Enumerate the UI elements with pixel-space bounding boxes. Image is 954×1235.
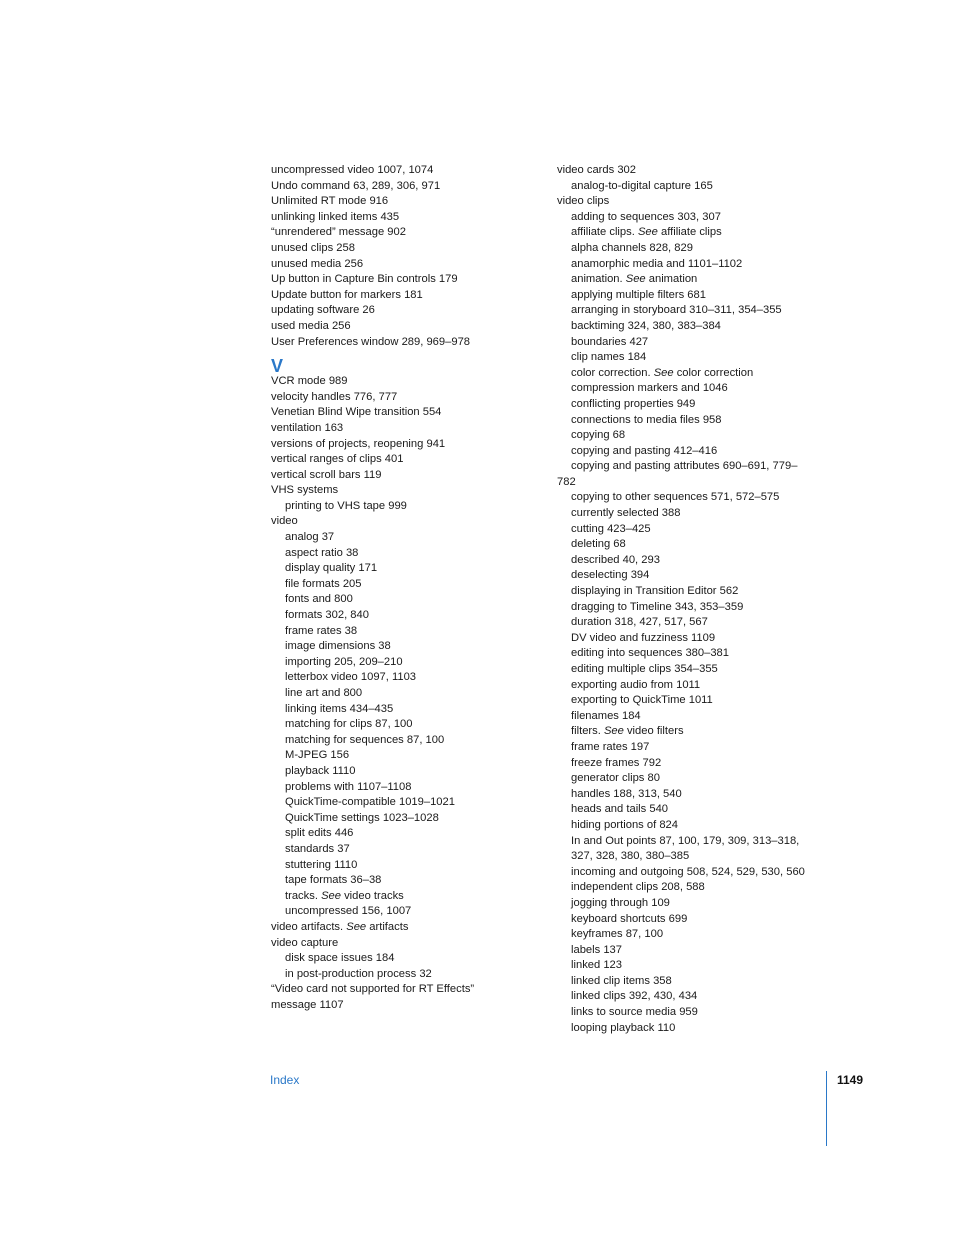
index-subentry: DV video and fuzziness 1109 <box>571 631 716 644</box>
index-subentry: hiding portions of 824 <box>571 818 678 831</box>
index-subentry: problems with 1107–1108 <box>285 780 412 793</box>
index-entry: unlinking linked items 435 <box>271 210 400 223</box>
see-reference: See <box>346 920 367 933</box>
index-subentry: connections to media files 958 <box>571 413 722 426</box>
index-entry: updating software 26 <box>271 304 375 317</box>
index-subentry: analog 37 <box>285 531 335 544</box>
right-column <box>557 163 827 1036</box>
index-subentry: handles 188, 313, 540 <box>571 787 682 800</box>
index-subentry: jogging through 109 <box>571 896 670 909</box>
index-entry: VCR mode 989 <box>271 375 348 388</box>
see-target: color correction <box>673 366 754 379</box>
entry-text: affiliate clips. <box>571 226 638 239</box>
index-subentry: matching for sequences 87, 100 <box>285 733 445 746</box>
index-entry: Venetian Blind Wipe transition 554 <box>271 406 442 419</box>
index-entry: vertical ranges of clips 401 <box>271 453 404 466</box>
index-subentry: linked clip items 358 <box>571 974 672 987</box>
index-subentry: exporting audio from 1011 <box>571 678 701 691</box>
index-subentry: copying and pasting 412–416 <box>571 444 718 457</box>
index-subentry: standards 37 <box>285 842 350 855</box>
see-reference: See <box>603 725 624 738</box>
index-subentry: frame rates 197 <box>571 740 650 753</box>
index-subentry: keyboard shortcuts 699 <box>571 912 688 925</box>
index-subentry: letterbox video 1097, 1103 <box>285 671 417 684</box>
index-entry: “Video card not supported for RT Effects” <box>271 983 475 996</box>
index-entry: message 1107 <box>271 998 344 1011</box>
v-entries-list <box>271 374 526 1013</box>
index-entry: unused clips 258 <box>271 241 355 254</box>
index-subentry: copying to other sequences 571, 572–575 <box>571 491 780 504</box>
index-subentry: labels 137 <box>571 943 623 956</box>
index-subentry: independent clips 208, 588 <box>571 881 705 894</box>
index-subentry: line art and 800 <box>285 687 363 699</box>
index-subentry: frame rates 38 <box>285 624 358 637</box>
index-subentry: editing multiple clips 354–355 <box>571 663 718 675</box>
index-entry: 782 <box>557 475 576 488</box>
index-subentry: compression markers and 1046 <box>571 382 728 395</box>
index-subentry: QuickTime-compatible 1019–1021 <box>285 796 455 809</box>
footer-section-label: Index <box>270 1073 300 1087</box>
index-subentry: fonts and 800 <box>285 593 353 606</box>
index-subentry: conflicting properties 949 <box>571 397 696 410</box>
index-entry: Unlimited RT mode 916 <box>271 195 389 208</box>
index-subentry <box>557 225 827 241</box>
entry-text: filters. <box>571 725 604 738</box>
index-subentry <box>557 272 827 288</box>
index-subentry: heads and tails 540 <box>571 803 669 816</box>
index-subentry: links to source media 959 <box>571 1006 698 1019</box>
entry-text: color correction. <box>571 366 654 379</box>
section-letter-v: V <box>271 356 284 377</box>
index-subentry: file formats 205 <box>285 577 362 590</box>
video-clips-entries-list <box>557 163 827 1036</box>
index-subentry: aspect ratio 38 <box>285 546 359 559</box>
index-subentry: cutting 423–425 <box>571 522 651 535</box>
index-entry: unused media 256 <box>271 257 364 270</box>
index-subentry: freeze frames 792 <box>571 756 662 769</box>
u-entries-list <box>271 163 526 350</box>
index-subentry: deselecting 394 <box>571 569 650 582</box>
index-subentry: In and Out points 87, 100, 179, 309, 313–318, <box>571 834 800 847</box>
index-entry: vertical scroll bars 119 <box>271 468 382 481</box>
index-entry: Update button for markers 181 <box>271 288 423 301</box>
index-entry: Undo command 63, 289, 306, 971 <box>271 179 441 192</box>
index-subentry: analog-to-digital capture 165 <box>571 179 713 192</box>
index-entry: video <box>271 515 298 528</box>
see-target: affiliate clips <box>657 226 722 239</box>
index-entry: ventilation 163 <box>271 421 344 434</box>
index-subentry: linked clips 392, 430, 434 <box>571 990 698 1003</box>
index-entry: VHS systems <box>271 484 339 497</box>
index-entry: video cards 302 <box>557 164 636 176</box>
index-subentry: generator clips 80 <box>571 772 660 785</box>
see-reference: See <box>637 226 658 239</box>
index-entry: Up button in Capture Bin controls 179 <box>271 273 458 286</box>
index-entry: used media 256 <box>271 319 351 332</box>
index-entry: video capture <box>271 936 339 949</box>
index-subentry: linked 123 <box>571 959 623 972</box>
entry-text: animation. <box>571 273 626 286</box>
index-subentry: keyframes 87, 100 <box>571 928 664 941</box>
see-reference: See <box>653 366 674 379</box>
entry-text: video artifacts. <box>271 920 347 933</box>
index-subentry <box>557 366 827 382</box>
index-subentry <box>271 889 526 905</box>
index-subentry: applying multiple filters 681 <box>571 288 706 301</box>
see-target: animation <box>645 273 698 286</box>
index-entry: uncompressed video 1007, 1074 <box>271 164 434 176</box>
index-subentry: display quality 171 <box>285 562 378 575</box>
index-subentry: displaying in Transition Editor 562 <box>571 585 739 598</box>
index-subentry: QuickTime settings 1023–1028 <box>285 811 439 824</box>
index-subentry: tape formats 36–38 <box>285 874 382 887</box>
index-subentry: arranging in storyboard 310–311, 354–355 <box>571 304 782 317</box>
index-subentry: importing 205, 209–210 <box>285 655 403 668</box>
index-subentry: dragging to Timeline 343, 353–359 <box>571 600 744 613</box>
see-target: artifacts <box>366 920 409 933</box>
index-subentry: 327, 328, 380, 380–385 <box>571 850 690 863</box>
index-subentry: linking items 434–435 <box>285 702 394 715</box>
index-subentry: clip names 184 <box>571 351 647 364</box>
index-subentry: uncompressed 156, 1007 <box>285 905 412 918</box>
see-target: video tracks <box>340 889 404 902</box>
index-subentry: image dimensions 38 <box>285 640 391 653</box>
index-subentry: matching for clips 87, 100 <box>285 718 413 731</box>
index-subentry: formats 302, 840 <box>285 609 369 622</box>
left-column <box>271 163 526 1013</box>
index-entry: video clips <box>557 195 610 208</box>
index-subentry: filenames 184 <box>571 709 641 722</box>
index-subentry: backtiming 324, 380, 383–384 <box>571 319 721 332</box>
index-entry: velocity handles 776, 777 <box>271 390 398 403</box>
index-subentry: disk space issues 184 <box>285 952 395 965</box>
index-subentry: editing into sequences 380–381 <box>571 647 729 660</box>
page-number: 1149 <box>837 1073 864 1087</box>
entry-text: tracks. <box>285 889 322 902</box>
index-subentry: incoming and outgoing 508, 524, 529, 530, 560 <box>571 865 805 878</box>
index-subentry: split edits 446 <box>285 827 354 840</box>
index-entry <box>271 920 526 936</box>
index-subentry: boundaries 427 <box>571 335 649 348</box>
index-subentry: looping playback 110 <box>571 1021 676 1034</box>
index-subentry: stuttering 1110 <box>285 858 358 871</box>
index-subentry: printing to VHS tape 999 <box>285 499 407 512</box>
index-subentry: adding to sequences 303, 307 <box>571 210 721 223</box>
index-subentry: playback 1110 <box>285 764 356 777</box>
index-subentry: deleting 68 <box>571 538 626 551</box>
index-entry: User Preferences window 289, 969–978 <box>271 335 471 348</box>
index-entry: “unrendered” message 902 <box>271 226 406 239</box>
index-subentry: anamorphic media and 1101–1102 <box>571 257 743 270</box>
footer-divider <box>826 1071 827 1146</box>
index-subentry: duration 318, 427, 517, 567 <box>571 616 708 629</box>
index-subentry: exporting to QuickTime 1011 <box>571 694 713 707</box>
see-target: video filters <box>623 725 684 738</box>
index-subentry: described 40, 293 <box>571 553 660 566</box>
index-entry: versions of projects, reopening 941 <box>271 437 446 450</box>
see-reference: See <box>625 273 646 286</box>
index-subentry: currently selected 388 <box>571 507 681 520</box>
index-subentry: in post-production process 32 <box>285 967 432 980</box>
index-subentry: alpha channels 828, 829 <box>571 241 693 254</box>
index-subentry: M-JPEG 156 <box>285 749 350 762</box>
index-subentry <box>557 724 827 740</box>
index-subentry: copying 68 <box>571 429 626 442</box>
see-reference: See <box>321 889 341 902</box>
index-subentry: copying and pasting attributes 690–691, 779– <box>571 460 798 473</box>
